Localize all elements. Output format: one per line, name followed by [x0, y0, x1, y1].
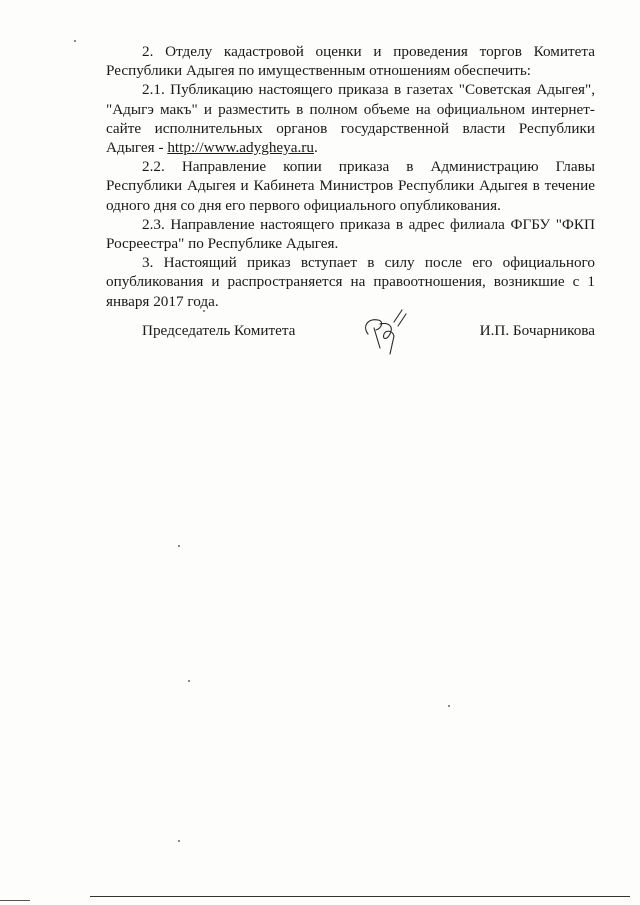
scan-speck — [448, 705, 450, 707]
scan-speck — [203, 310, 205, 312]
scan-edge-line — [90, 896, 630, 897]
paragraph-text: 2.1. Публикацию настоящего приказа в газетах "Советская Адыгея", "Адыгэ макъ" и разместить в полном объеме на официальном интернет-сайте исполнительных органов государственной власти Республики Адыгея - — [106, 81, 595, 157]
scan-speck — [178, 840, 180, 842]
scan-speck — [178, 545, 180, 547]
paragraph-item-2-2: 2.2. Направление копии приказа в Администрацию Главы Республики Адыгея и Кабинета Министров Республики Адыгея в течение одного дня со дня его первого официального опубликования. — [106, 158, 595, 214]
document-body — [106, 42, 595, 311]
paragraph-item-3: 3. Настоящий приказ вступает в силу после его официального опубликования и распространяется на правоотношения, возникшие с 1 января 2017 года. — [106, 254, 595, 310]
paragraph-item-2: 2. Отделу кадастровой оценки и проведения торгов Комитета Республики Адыгея по имущественным отношениям обеспечить: — [106, 43, 595, 80]
signature-block — [106, 318, 595, 378]
paragraph-item-2-1 — [106, 80, 595, 157]
paragraph-item-2-3: 2.3. Направление настоящего приказа в адрес филиала ФГБУ "ФКП Росреестра" по Республике Адыгея. — [106, 215, 595, 253]
scan-speck — [188, 680, 190, 682]
handwritten-signature — [354, 304, 414, 364]
scan-speck — [74, 40, 76, 42]
website-link[interactable]: http://www.adygheya.ru — [167, 139, 314, 157]
scan-edge-line — [0, 900, 30, 901]
signer-position: Председатель Комитета — [142, 322, 296, 339]
signer-name: И.П. Бочарникова — [479, 322, 595, 339]
paragraph-end: . — [313, 139, 318, 157]
